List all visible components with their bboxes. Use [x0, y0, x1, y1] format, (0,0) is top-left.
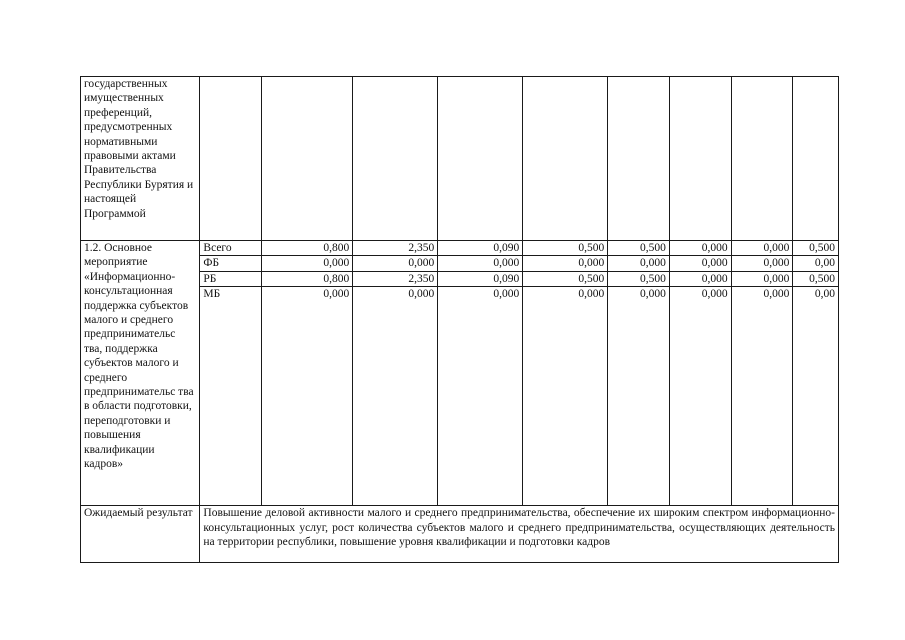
funding-value: 0,500: [608, 241, 670, 256]
continuation-row: [81, 77, 839, 241]
funding-value: 0,090: [438, 271, 523, 286]
funding-label: МБ: [200, 287, 262, 506]
funding-label: РБ: [200, 271, 262, 286]
empty-cell: [731, 77, 793, 241]
funding-value: 0,000: [438, 287, 523, 506]
funding-value: 0,090: [438, 241, 523, 256]
funding-value: 0,500: [523, 271, 608, 286]
event-name-cell: 1.2. Основное мероприятие «Информационно- консультационная поддержка субъектов малого и среднего предпринимательс тва, поддержка субъектов малого и среднего предпринимательс тва в области подготовки, переподготовки и повышения квалификации кадров»: [81, 241, 200, 506]
funding-value: 0,000: [523, 287, 608, 506]
budget-table: [80, 76, 839, 563]
funding-value: 0,800: [262, 241, 353, 256]
funding-value: 2,350: [353, 241, 438, 256]
funding-value: 0,000: [608, 287, 670, 506]
funding-value: 0,000: [262, 287, 353, 506]
funding-value: 0,800: [262, 271, 353, 286]
expected-result-text: Повышение деловой активности малого и среднего предпринимательства, обеспечение их широким спектром информационно-консультационных услуг, рост количества субъектов малого и среднего предпринимательства, осуществляющих деятельность на территории республики, повышение уровня квалификации и подготовки кадров: [200, 506, 839, 563]
funding-value: 0,000: [731, 271, 793, 286]
funding-value: 0,000: [669, 241, 731, 256]
funding-value: 0,000: [731, 241, 793, 256]
funding-label: Всего: [200, 241, 262, 256]
funding-value: 0,000: [731, 287, 793, 506]
funding-value: 0,000: [669, 256, 731, 271]
expected-result-row: [81, 506, 839, 563]
funding-value: 0,000: [608, 256, 670, 271]
empty-cell: [353, 77, 438, 241]
continuation-name-cell: государственных имущественных преференций, предусмотренных нормативными правовыми актами Правительства Республики Бурятия и настоящей Программой: [81, 77, 200, 241]
empty-cell: [438, 77, 523, 241]
funding-value: 0,00: [793, 256, 839, 271]
empty-cell: [523, 77, 608, 241]
funding-value: 0,500: [793, 241, 839, 256]
funding-value: 0,000: [669, 287, 731, 506]
funding-value: 0,500: [523, 241, 608, 256]
funding-value: 0,000: [523, 256, 608, 271]
funding-value: 0,00: [793, 287, 839, 506]
funding-value: 0,500: [793, 271, 839, 286]
empty-cell: [608, 77, 670, 241]
funding-value: 0,000: [669, 271, 731, 286]
funding-value: 0,000: [353, 287, 438, 506]
funding-value: 0,000: [262, 256, 353, 271]
funding-value: 2,350: [353, 271, 438, 286]
funding-row-total: [81, 241, 839, 256]
expected-result-label: Ожидаемый результат: [81, 506, 200, 563]
empty-cell: [200, 77, 262, 241]
funding-value: 0,000: [731, 256, 793, 271]
empty-cell: [262, 77, 353, 241]
empty-cell: [793, 77, 839, 241]
empty-cell: [669, 77, 731, 241]
funding-value: 0,500: [608, 271, 670, 286]
funding-value: 0,000: [438, 256, 523, 271]
funding-value: 0,000: [353, 256, 438, 271]
funding-label: ФБ: [200, 256, 262, 271]
